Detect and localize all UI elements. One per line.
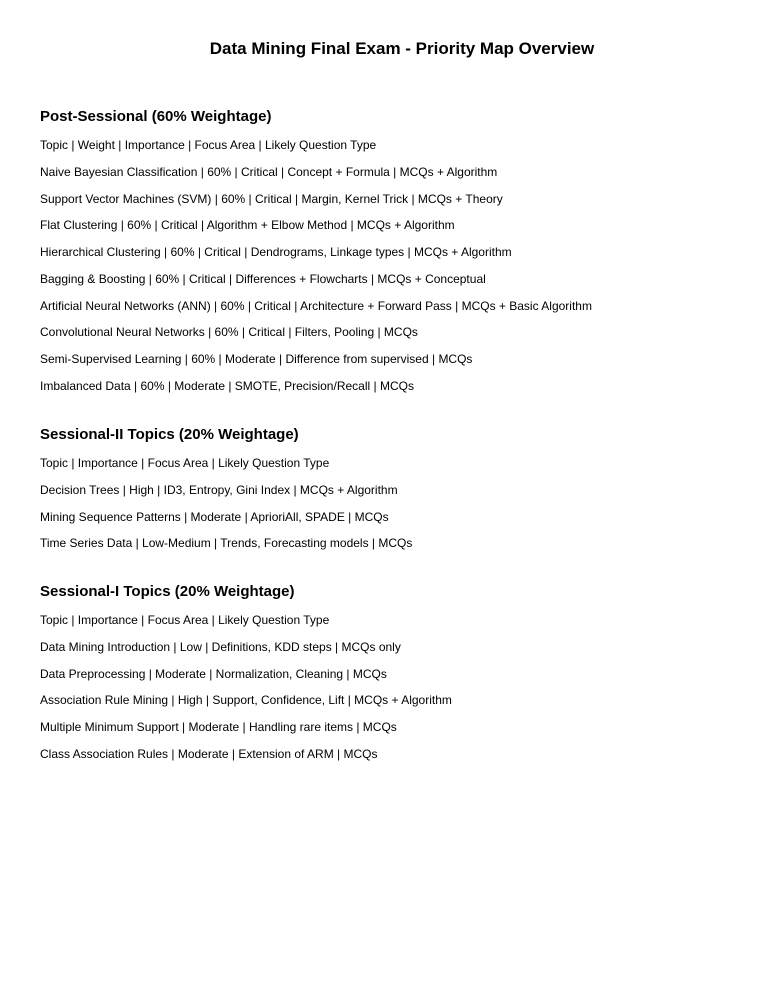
topic-line: Support Vector Machines (SVM) | 60% | Critical | Margin, Kernel Trick | MCQs + Theory [40, 191, 503, 206]
topic-line: Artificial Neural Networks (ANN) | 60% | Critical | Architecture + Forward Pass | MCQs + Basic Algorithm [40, 298, 592, 313]
topic-line: Time Series Data | Low-Medium | Trends, Forecasting models | MCQs [40, 536, 413, 551]
section-rows [40, 138, 760, 393]
section-sessional-ii [40, 426, 760, 563]
table-header-line: Topic | Weight | Importance | Focus Area | Likely Question Type [40, 138, 377, 152]
section-sessional-i [40, 583, 760, 774]
section-heading: Post-Sessional (60% Weightage) [40, 108, 272, 125]
topic-line: Class Association Rules | Moderate | Extension of ARM | MCQs [40, 746, 378, 761]
topic-line: Mining Sequence Patterns | Moderate | AprioriAll, SPADE | MCQs [40, 509, 389, 524]
topic-line: Flat Clustering | 60% | Critical | Algorithm + Elbow Method | MCQs + Algorithm [40, 218, 455, 233]
topic-line: Convolutional Neural Networks | 60% | Critical | Filters, Pooling | MCQs [40, 325, 418, 340]
topic-line: Bagging & Boosting | 60% | Critical | Differences + Flowcharts | MCQs + Conceptual [40, 271, 486, 286]
section-rows [40, 613, 760, 761]
document-title: Data Mining Final Exam - Priority Map Overview [209, 39, 595, 58]
topic-line: Data Preprocessing | Moderate | Normalization, Cleaning | MCQs [40, 666, 387, 681]
topic-line: Imbalanced Data | 60% | Moderate | SMOTE, Precision/Recall | MCQs [40, 378, 414, 393]
section-post-sessional [40, 108, 760, 406]
topic-line: Data Mining Introduction | Low | Definitions, KDD steps | MCQs only [40, 639, 401, 654]
section-heading: Sessional-I Topics (20% Weightage) [40, 583, 295, 600]
table-header-line: Topic | Importance | Focus Area | Likely Question Type [40, 456, 330, 470]
section-rows [40, 456, 760, 550]
topic-line: Naive Bayesian Classification | 60% | Critical | Concept + Formula | MCQs + Algorithm [40, 164, 498, 179]
table-header-line: Topic | Importance | Focus Area | Likely Question Type [40, 613, 330, 627]
section-heading: Sessional-II Topics (20% Weightage) [40, 426, 299, 443]
topic-line: Decision Trees | High | ID3, Entropy, Gini Index | MCQs + Algorithm [40, 482, 398, 497]
topic-line: Association Rule Mining | High | Support, Confidence, Lift | MCQs + Algorithm [40, 693, 452, 708]
topic-line: Semi-Supervised Learning | 60% | Moderate | Difference from supervised | MCQs [40, 352, 473, 366]
topic-line: Multiple Minimum Support | Moderate | Handling rare items | MCQs [40, 720, 397, 734]
topic-line: Hierarchical Clustering | 60% | Critical | Dendrograms, Linkage types | MCQs + Algorithm [40, 245, 512, 259]
